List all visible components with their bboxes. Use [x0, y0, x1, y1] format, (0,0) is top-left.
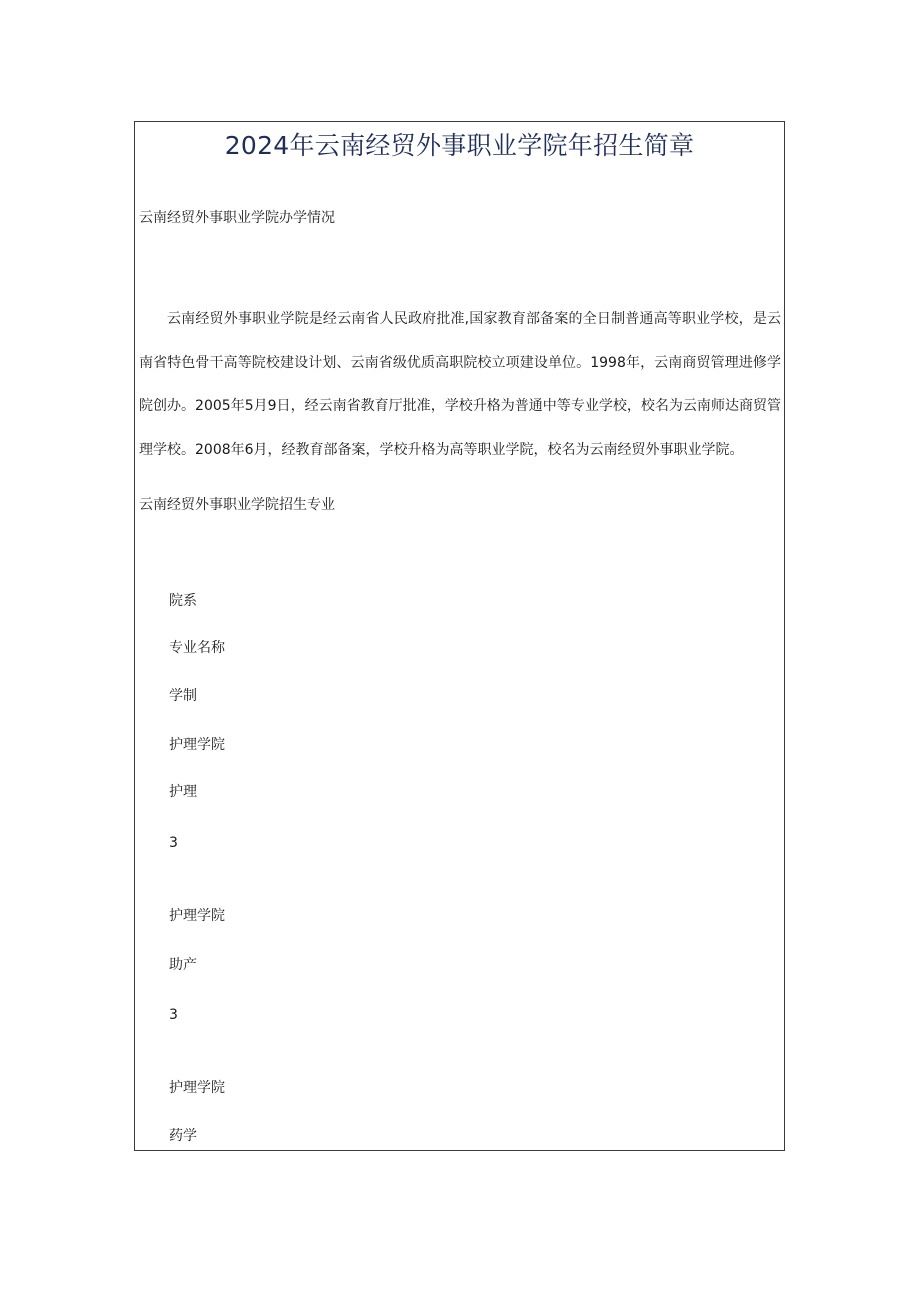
table-cell-department: 护理学院: [169, 1080, 225, 1096]
document-page: [134, 121, 785, 1151]
table-cell-department: 护理学院: [169, 908, 225, 924]
table-header-duration: 学制: [169, 688, 197, 704]
table-cell-major: 护理: [169, 784, 197, 800]
table-header-major: 专业名称: [169, 640, 225, 656]
table-cell-duration: 3: [169, 1007, 178, 1023]
table-cell-department: 护理学院: [169, 737, 225, 753]
table-cell-major: 助产: [169, 957, 197, 973]
majors-heading: 云南经贸外事职业学院招生专业: [139, 497, 335, 513]
about-paragraph: 云南经贸外事职业学院是经云南省人民政府批准,国家教育部备案的全日制普通高等职业学校，是云南省特色骨干高等院校建设计划、云南省级优质高职院校立项建设单位。1998年，云南商贸管理进修学院创办。2005年5月9日，经云南省教育厅批准，学校升格为普通中等专业学校，校名为云南师达商贸管理学校。2008年6月，经教育部备案，学校升格为高等职业学院，校名为云南经贸外事职业学院。: [139, 311, 781, 458]
table-cell-major: 药学: [169, 1128, 197, 1144]
document-title: 2024年云南经贸外事职业学院年招生简章: [224, 131, 695, 160]
table-cell-duration: 3: [169, 835, 178, 851]
about-heading: 云南经贸外事职业学院办学情况: [139, 210, 335, 226]
table-header-department: 院系: [169, 593, 197, 609]
